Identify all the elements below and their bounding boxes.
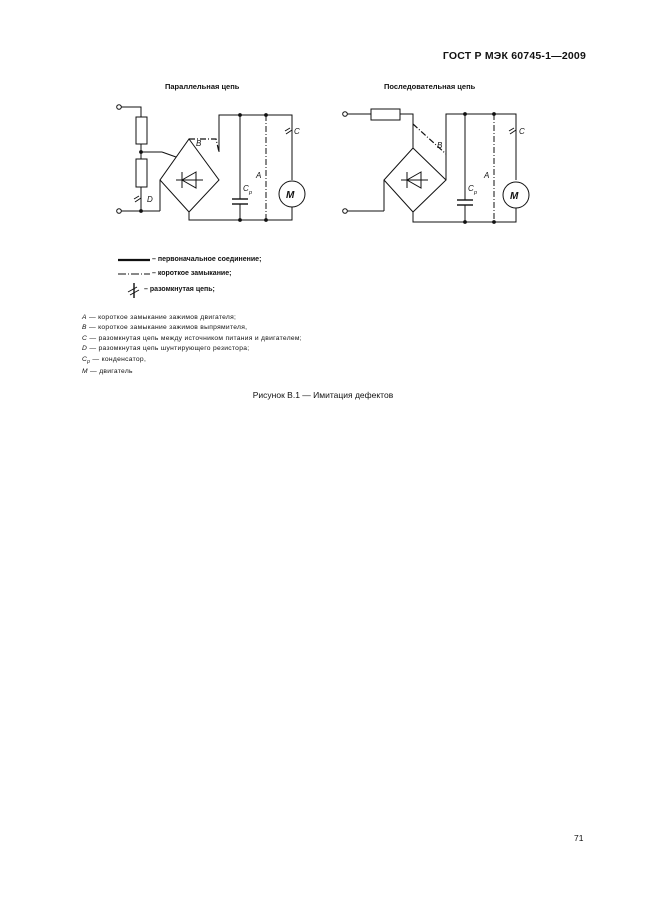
series-circuit-title: Последовательная цепь — [384, 82, 476, 91]
terminal-bottom-left — [117, 209, 122, 214]
shunt-resistor — [136, 159, 147, 187]
series-resistor-right — [371, 109, 400, 120]
notes-list — [82, 313, 302, 378]
label-a-left: A — [256, 171, 262, 180]
open-circuit-icon — [285, 128, 292, 134]
series-circuit — [343, 109, 529, 223]
note-item: $C_p$ — конденсатор, — [82, 355, 147, 365]
label-cp-left: C — [243, 184, 249, 193]
page-number: 71 — [574, 833, 584, 843]
page-header: ГОСТ Р МЭК 60745-1—2009 — [442, 50, 586, 62]
label-cp-sub-left: p — [249, 190, 253, 196]
terminal-top-right — [343, 112, 348, 117]
figure-caption: Рисунок В.1 — Имитация дефектов — [252, 390, 394, 400]
series-resistor-left — [136, 117, 147, 144]
note-item: D — разомкнутая цепь шунтирующего резистора; — [82, 345, 250, 353]
label-c-right: C — [519, 127, 525, 136]
label-cp-sub-right: p — [474, 190, 478, 196]
label-a-right: A — [484, 171, 490, 180]
open-circuit-icon — [128, 283, 139, 298]
label-m-left: M — [286, 190, 295, 201]
legend-original-connection: – первоначальное соединение; — [152, 256, 262, 263]
note-item: B — короткое замыкание зажимов выпрямителя, — [82, 324, 248, 332]
terminal-top-left — [117, 105, 122, 110]
label-m-right: M — [510, 191, 519, 202]
parallel-circuit-title: Параллельная цепь — [165, 82, 240, 91]
legend-open-circuit: – разомкнутая цепь; — [144, 286, 215, 293]
open-circuit-icon — [134, 196, 141, 202]
note-item: C — разомкнутая цепь между источником питания и двигателем; — [82, 334, 302, 342]
legend-short-circuit: – короткое замыкание; — [152, 270, 232, 277]
diode-icon — [401, 172, 428, 188]
label-b-left: B — [196, 139, 202, 148]
terminal-bottom-right — [343, 209, 348, 214]
diode-icon — [176, 172, 203, 188]
open-circuit-icon — [509, 128, 516, 134]
parallel-circuit — [117, 105, 305, 222]
note-item: A — короткое замыкание зажимов двигателя; — [82, 314, 237, 321]
label-d: D — [147, 195, 153, 204]
label-b-right: B — [437, 141, 443, 150]
label-c-left: C — [294, 127, 300, 136]
note-item: M — двигатель — [82, 368, 133, 376]
label-cp-right: C — [468, 184, 474, 193]
